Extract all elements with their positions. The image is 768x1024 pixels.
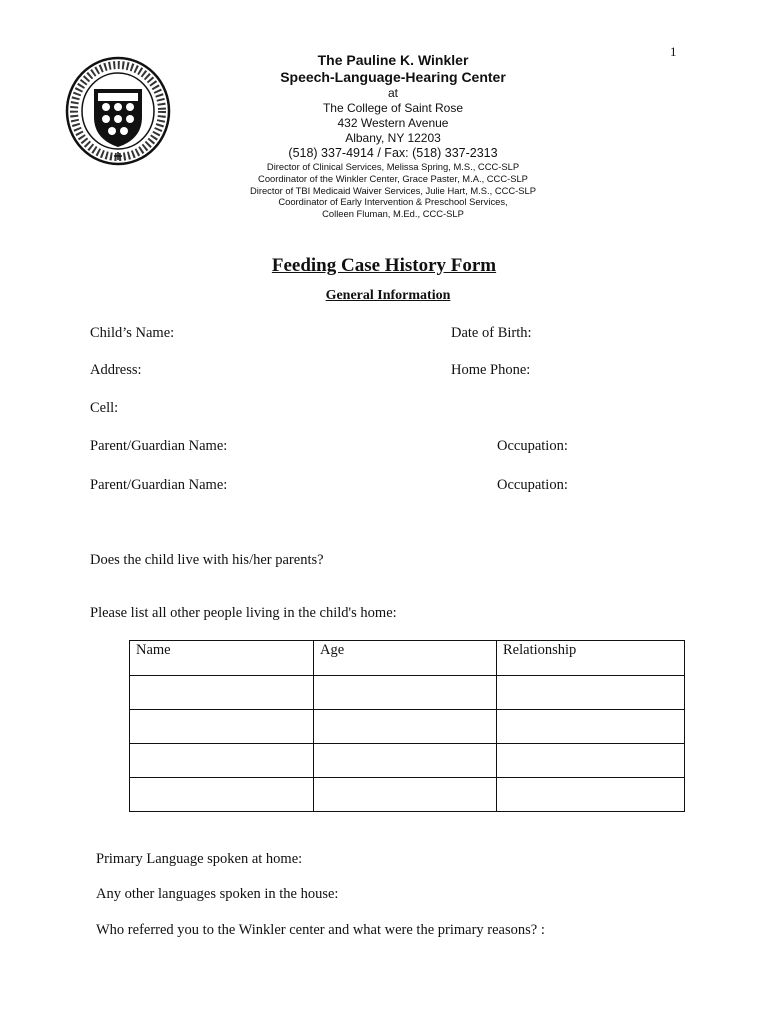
cell-label: Cell: [90,400,119,416]
staff-line: Colleen Fluman, M.Ed., CCC-SLP [322,208,464,220]
lives-with-parents-question: Does the child live with his/her parents? [90,552,324,568]
table-cell[interactable] [314,744,497,778]
form-title: Feeding Case History Form [271,255,497,276]
at-text: at [387,86,398,100]
address-label: Address: [90,362,142,378]
occupation-label: Occupation: [497,477,568,493]
referral-question: Who referred you to the Winkler center and what were the primary reasons? : [96,922,545,938]
page-number: 1 [670,44,677,59]
table-row [130,676,685,710]
section-title: General Information [325,288,451,303]
table-cell[interactable] [314,778,497,812]
table-row [130,710,685,744]
date-of-birth-label: Date of Birth: [451,325,532,341]
parent-guardian-name-label: Parent/Guardian Name: [90,477,228,493]
city-state-zip: Albany, NY 12203 [345,131,441,145]
other-people-prompt: Please list all other people living in the child's home: [90,605,397,621]
parent-guardian-name-label: Parent/Guardian Name: [90,438,228,454]
table-cell[interactable] [130,710,314,744]
table-cell[interactable] [497,710,685,744]
column-header-age: Age [314,641,497,676]
street-address: 432 Western Avenue [337,116,449,130]
table-cell[interactable] [497,744,685,778]
table-cell[interactable] [130,778,314,812]
table-cell[interactable] [130,744,314,778]
staff-line: Coordinator of Early Intervention & Preschool Services, [278,196,508,208]
table-cell[interactable] [314,710,497,744]
primary-language-question: Primary Language spoken at home: [96,851,303,867]
table-cell[interactable] [314,676,497,710]
household-members-table [129,640,685,812]
occupation-label: Occupation: [497,438,568,454]
column-header-name: Name [130,641,314,676]
staff-line: Director of TBI Medicaid Waiver Services, Julie Hart, M.S., CCC-SLP [249,184,536,196]
table-cell[interactable] [130,676,314,710]
column-header-relationship: Relationship [497,641,685,676]
center-title: Speech-Language-Hearing Center [280,69,506,85]
college-name: The College of Saint Rose [322,101,464,115]
phone-fax: (518) 337-4914 / Fax: (518) 337-2313 [288,146,498,160]
staff-line: Director of Clinical Services, Melissa Spring, M.S., CCC-SLP [266,161,520,172]
home-phone-label: Home Phone: [451,362,531,378]
staff-line: Coordinator of the Winkler Center, Grace Paster, M.A., CCC-SLP [258,172,528,184]
table-row [130,778,685,812]
other-languages-question: Any other languages spoken in the house: [96,886,339,902]
college-seal-icon [64,55,172,167]
table-header-row [130,641,685,676]
table-cell[interactable] [497,778,685,812]
table-cell[interactable] [497,676,685,710]
childs-name-label: Child’s Name: [90,325,175,341]
center-name: The Pauline K. Winkler [317,52,469,68]
letterhead [214,52,572,220]
table-row [130,744,685,778]
